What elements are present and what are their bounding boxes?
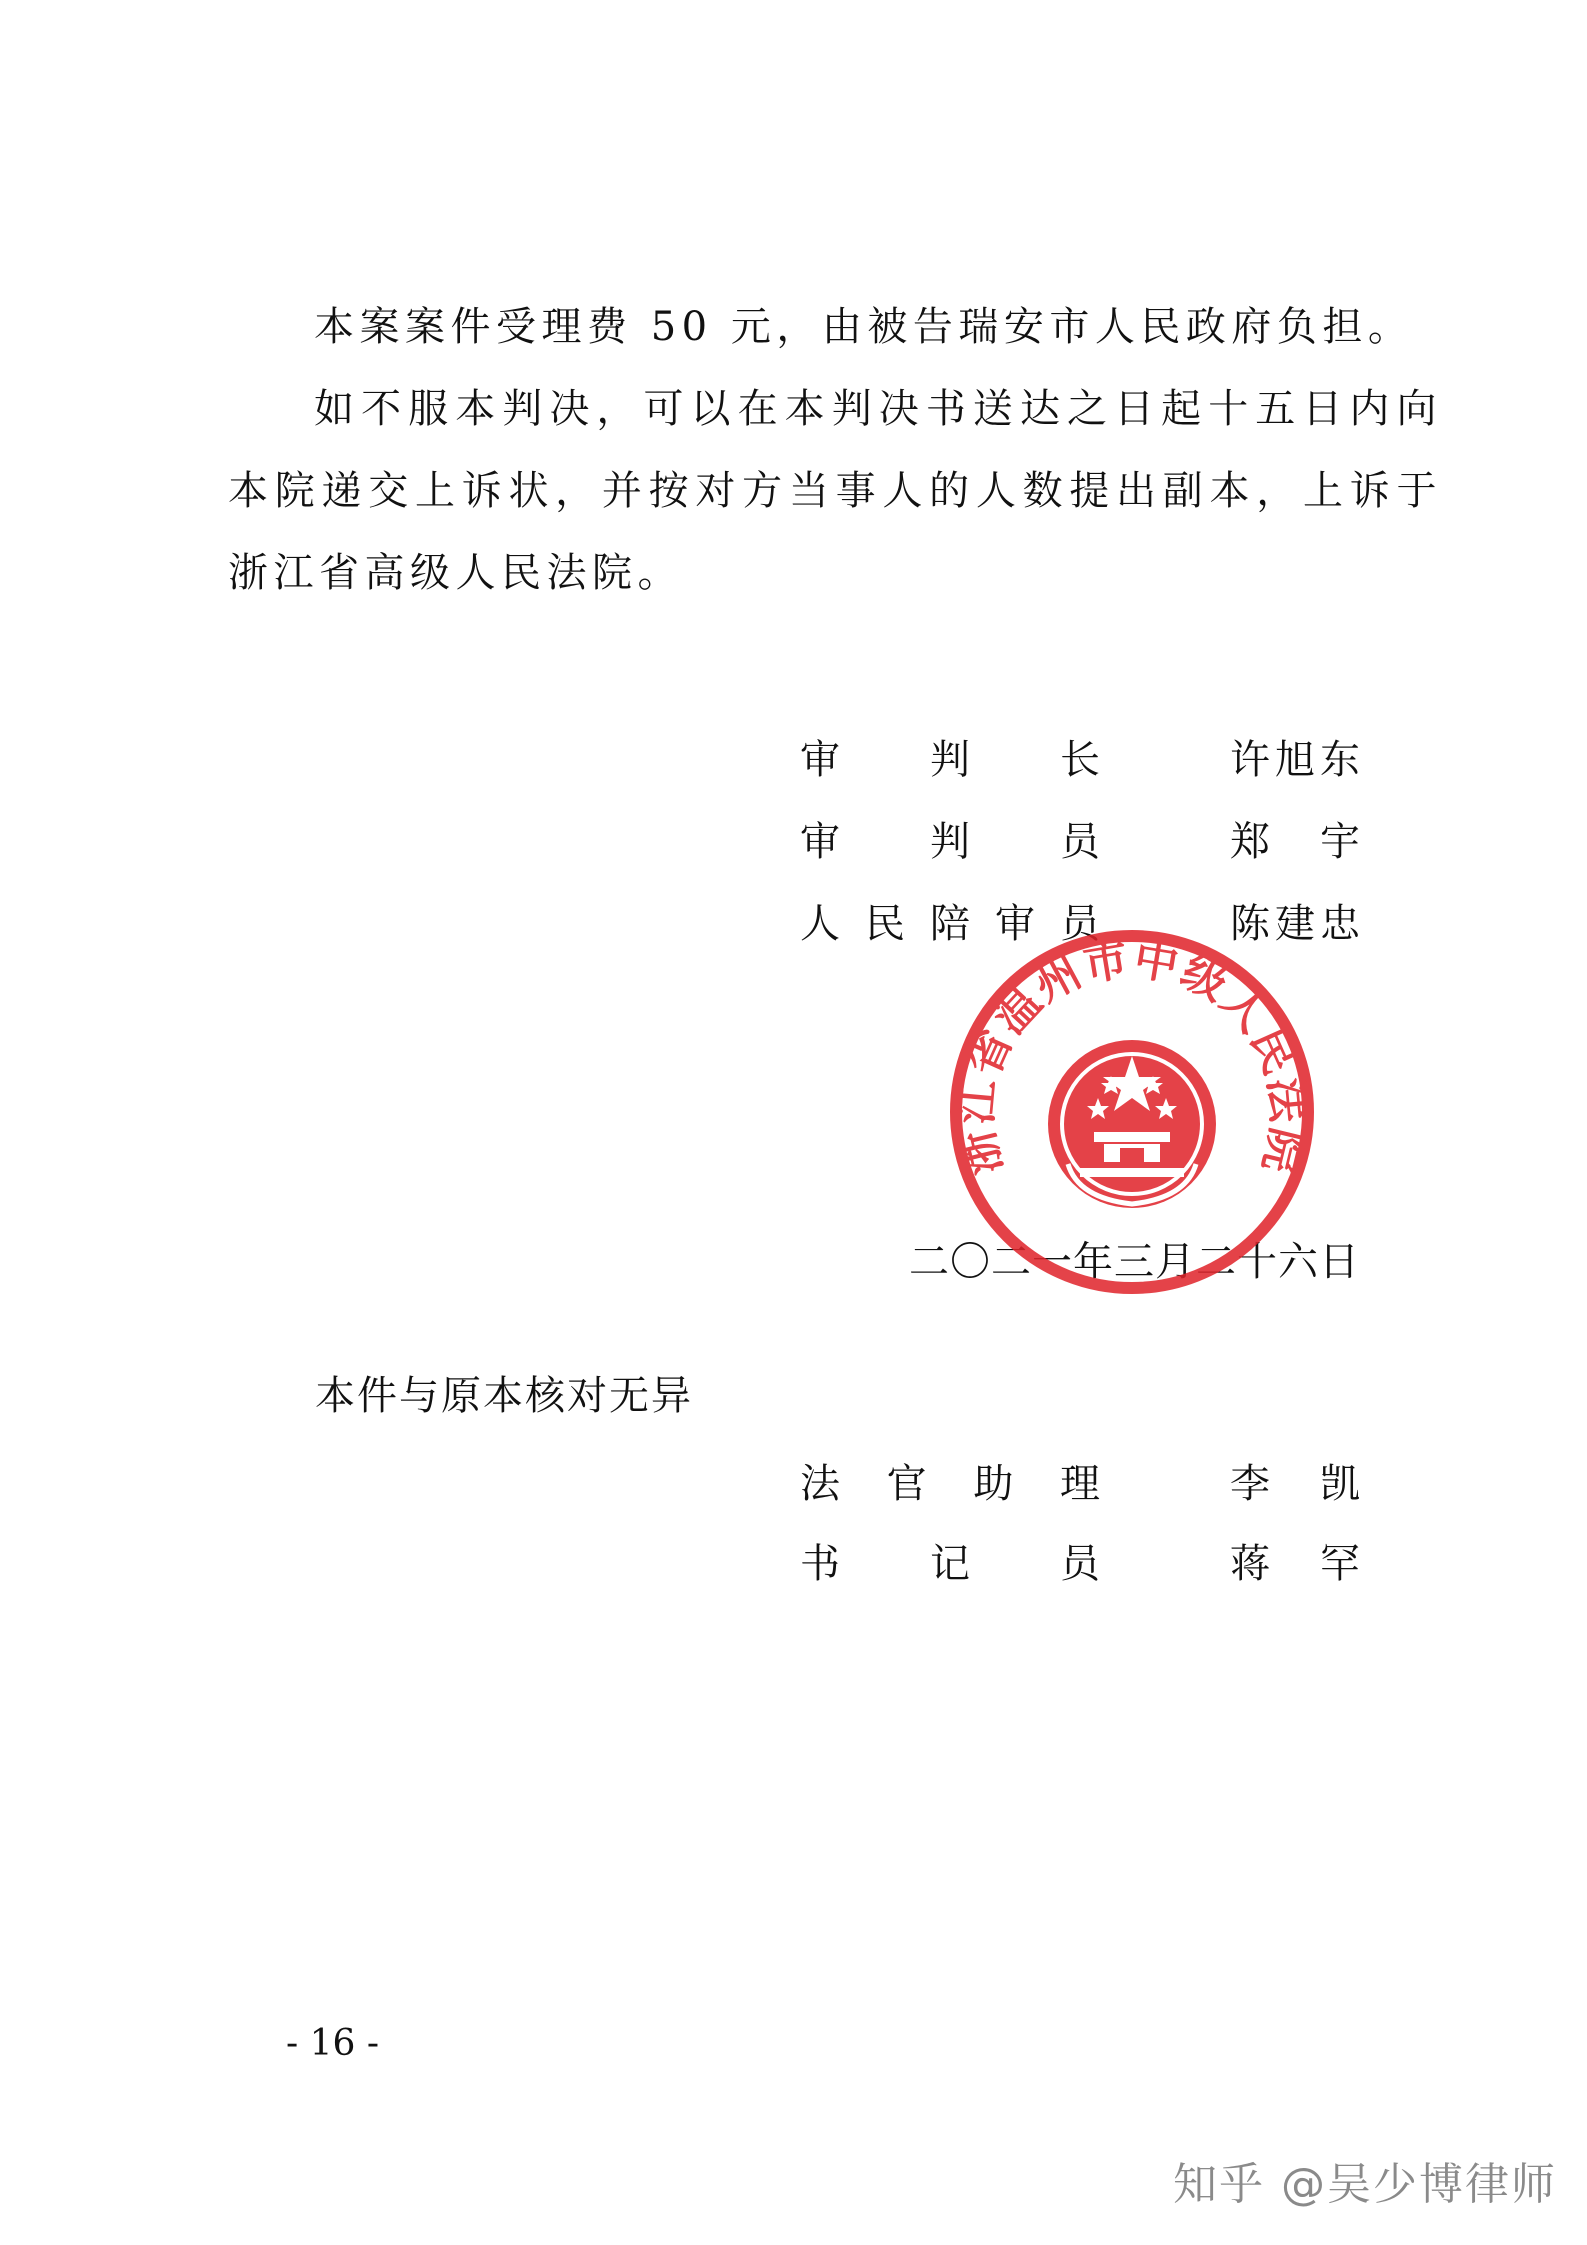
signature-name: 陈 建 忠 [1230,901,1360,947]
signature-title: 审 判 长 [800,737,1100,783]
watermark: 知乎 @吴少博律师 [1173,2159,1557,2210]
signature-name: 郑 宇 [1230,819,1360,865]
court-seal [948,928,1316,1296]
signature-title: 书 记 员 [800,1541,1100,1587]
national-emblem-icon [1048,1040,1216,1208]
seal-text: 浙江省温州市中级人民法院 [950,933,1314,1180]
judgment-date: 二〇二一年三月二十六日 [909,1239,1360,1285]
signature-title: 法 官 助 理 [800,1461,1100,1507]
signature-title: 人 民 陪 审 员 [800,901,1100,947]
appeal-paragraph: 如不服本判决，可以在本判决书送达之日起十五日内向本院递交上诉状，并按对方当事人的人数提出副本，上诉于浙江省高级人民法院。 [228,386,1442,596]
page-number: - 16 - [286,2023,380,2064]
signature-name: 李 凯 [1230,1461,1360,1507]
signature-title: 审 判 员 [800,819,1100,865]
fee-paragraph: 本案案件受理费 50 元，由被告瑞安市人民政府负担。 [314,304,1414,350]
signature-name: 许 旭 东 [1230,737,1360,783]
signature-name: 蒋 罕 [1230,1541,1360,1587]
verification-note: 本件与原本核对无异 [315,1373,693,1419]
